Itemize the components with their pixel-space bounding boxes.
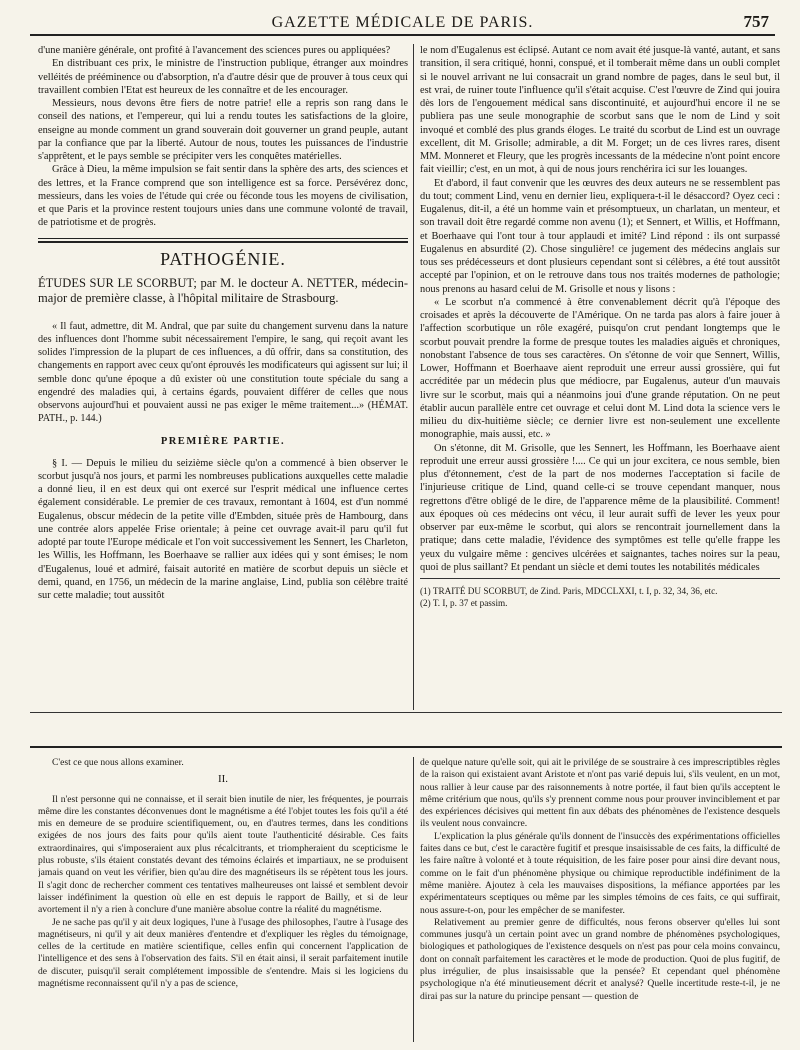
left-column-bottom: [38, 757, 408, 1042]
paragraph: de quelque nature qu'elle soit, qui ait le privilége de se soustraire à ces imprescriptibles règles de la raison qui existaient avant Aristote et n'ont pas varié depuis lui, s'ils veulent, en un mot, nous rallier à leur cause par des raisonnements à notre portée, il faut bien qu'ils acceptent le même critérium que nous, qu'ils s'y prennent comme nous pour prouver invinciblement et par des expériences décisives qui mettent fin aux débats des phénomènes de l'existence desquels ils veulent nous convaincre.: [420, 757, 780, 830]
part-title: PREMIÈRE PARTIE.: [160, 436, 286, 448]
paragraph: § I. — Depuis le milieu du seizième siècle qu'on a commencé à bien observer le scorbut jusqu'à nos jours, et parmi les nombreuses publications auxquelles cette maladie a donné lieu, il en est deux qui ont exercé sur l'esprit médical une influence certes également considérable. Le premier de ces travaux, remontant à 1604, est d'un nommé Eugalenus, obscur médecin de la petite ville d'Embden, située près de Hambourg, dans une contrée alors appelée Frise orientale; à peine cet ouvrage avait-il paru qu'il fut adopté par toute l'Europe médicale et l'on voit successivement les Sennert, les Charleton, les Willis, les Hoffmann, les Boerhaave se rallier aux idées qui y sont émises; le nom d'Eugalenus, loué et admiré, faisait autorité en matière de scorbut depuis un siècle et demi, quand, en 1756, un médecin de la marine anglaise, Lind, publia son célèbre traité sur cette maladie; tout aussitôt: [38, 457, 408, 602]
paragraph: Et d'abord, il faut convenir que les œuvres des deux auteurs ne se ressemblent pas du tout; comment Lind, venu en dernier lieu, expliquera-t-il le désaccord? Oyez ceci : Eugalenus, dit-il, a été un homme vain et présomptueux, un charlatan, un menteur, et son travail doit être regardé comme non avenu (1); et Sennert, et Willis, et Hoffmann, et Boerhaave qui l'ont tour à tour applaudi et imité? Lind répond : ils ont surpassé Eugalenus en absurdité (2). Chose singulière! ce jugement des médecins anglais sur tous ses prédécesseurs et dont plusieurs cependant sont si célèbres, a été tout aussitôt accepté par l'opinion, et on le retrouve dans tous nos traités modernes de pathologie; nous prenons au hasard celui de M. Grisolle et nous y lisons :: [420, 177, 780, 295]
paragraph: « Le scorbut n'a commencé à être convenablement décrit qu'à l'époque des croisades et après la découverte de l'Amérique. On ne tarda pas alors à faire jouer à l'affection scorbutique un rôle exagéré, puisqu'on crut pendant longtemps que le scorbut pouvait prendre la forme de presque toutes les maladies aiguës et chroniques, nonobstant l'absence de tous ses caractères. On s'étonne de voir que Sennert, Willis, Lower, Hoffmann et Boerhaave aient reproduit une erreur aussi grossière, qui fut accréditée par un médecin plus que médiocre, par Eugalenus, auteur d'un mauvais livre sur le scorbut, mais qui a néanmoins joui d'une grande réputation. On ne peut établir aucun parallèle entre cet ouvrage et celui dont M. Lind dota la science vers le milieu du dix-huitième siècle; ce dernier livre est non-seulement une excellente monographie, mais aussi, etc. »: [420, 296, 780, 441]
paragraph: C'est ce que nous allons examiner.: [52, 757, 184, 768]
paragraph: On s'étonne, dit M. Grisolle, que les Sennert, les Hoffmann, les Boerhaave aient reproduit une erreur aussi grossière !.... Ce qui un jour excitera, ce nous semble, bien plus d'étonnement, c'est de la part de nos modernes l'acceptation si facile de l'injurieuse critique de Lind, quand celle-ci se trouve cependant manquer, nous regrettons d'être obligé de le dire, de l'apparence même de la plausibilité. Comment! aux époques où ces médecins ont vécu, il leur aurait suffi de lever les yeux pour observer par eux-même le scorbut, qui alors se rencontrait journellement dans la pratique; dans cette maladie, l'évidence des symptômes est telle qu'elle frappe les yeux du vulgaire même : gencives ulcérées et saignantes, taches noires sur la peau, quoi de plus saillant? Et pendant un siècle et demi toutes les notabilités médicales: [420, 442, 780, 573]
page-number: 757: [743, 12, 769, 31]
footnote: (1) TRAITÉ DU SCORBUT, de Zind. Paris, MDCCLXXI, t. I, p. 32, 34, 36, etc.: [420, 586, 718, 596]
paragraph: L'explication la plus générale qu'ils donnent de l'insuccès des expérimentations officielles faites dans ce but, c'est le caractère fugitif et presque insaisissable de ces faits, la difficulté de les faire naître à volonté et à toute réquisition, de les faire poser pour ainsi dire devant nous, comme on le fait d'un phénomène physique ou chimique reproductible indéfiniment de la même manière. Ajoutez à cela les mauvaises dispositions, la méfiance apportées par les expérimentateurs sceptiques ou même par les simples témoins de ces faits, ce qui suffirait, nous assure-t-on, pour les empêcher de se manifester.: [420, 830, 780, 916]
column-divider: [413, 757, 414, 1042]
page-header: [30, 8, 775, 36]
paragraph: En distribuant ces prix, le ministre de l'instruction publique, étranger aux moindres velléités de prééminence ou d'absorption, n'a d'autre désir que de prouver à tous ceux qui travaillent combien l'Etat est heureux de les connaître et de les encourager.: [38, 58, 408, 96]
paragraph: Relativement au premier genre de difficultés, nous ferons observer qu'elles lui sont communes jusqu'à un certain point avec un grand nombre de phénomènes psychologiques, biologiques et pathologiques de l'existence desquels on n'est pas pour cela moins convaincu, dont on connaît parfaitement les caractères et le mode de production. Quoi de plus fugitif, de plus irrégulier, de plus insaisissable que la pensée? Et cependant quel phénomène psychologique n'a été minutieusement décrit et analysé? Quelle incertitude reste-t-il, je ne dirai pas sur la nature du principe pensant — question de: [420, 916, 780, 1002]
paragraph: le nom d'Eugalenus est éclipsé. Autant ce nom avait été jusque-là vanté, autant, et sans transition, il sera critiqué, honni, conspué, et il tomberait même dans un oubli complet si le nouvel arrivant ne lui consacrait un grand nombre de pages, dans le seul but, il est vrai, de ruiner toute l'influence qu'il s'était acquise. C'est l'œuvre de Zind qui jouira dès lors de l'engouement médical sans discontinuité, et aujourd'hui encore il ne se publiera pas une seule monographie de scorbut sans que le nom de Lind y soit invoqué et comblé des plus grands éloges. Le traité du scorbut de Lind est un ouvrage excellent, dit M. Grisolle; admirable, a dit M. Forget; un de ces livres rares, disent MM. Monneret et Fleury, que les progrès incessants de la médecine n'ont point encore fait vieillir; c'est, en un mot, à qui de nous jours renchérira ici sur les louanges.: [420, 45, 780, 176]
epigraph-quote: « Il faut, admettre, dit M. Andral, que par suite du changement survenu dans la nature des influences dont l'homme subit nécessairement l'empire, le sang, qui reçoit avant les solides l'impression de la plupart de ces influences, a dû offrir, dans sa constitution, des changements en rapport avec ceux qu'ont éprouvés les modificateurs qui agissent sur lui; il semble donc qu'une époque a dû exister où une constitution toute spéciale du sang a engendré des maladies qui, à certains égards, pouvaient différer de celles que nous observons aujourd'hui et pouvaient aussi ne pas exiger le même traitement...» (HÉMAT. PATH., p. 144.): [38, 320, 408, 425]
horizontal-rule-heavy: [30, 746, 782, 748]
paragraph: Je ne sache pas qu'il y ait deux logiques, l'une à l'usage des philosophes, l'autre à l'usage des magnétiseurs, ni qu'il y ait deux manières d'entendre et d'expliquer les règles du témoignage, celles de la certitude en matière scientifique, celles enfin qui concernent l'application de l'intelligence et des sens à l'observation des faits. S'il en était ainsi, il serait parfaitement inutile de discuter, puisqu'il serait complétement impossible de s'entendre. Mais si les logiciens du magnétisme reconnaissent qu'il n'y a pas de science,: [38, 916, 408, 990]
paragraph: Il n'est personne qui ne connaisse, et il serait bien inutile de nier, les fréquentes, je pourrais même dire les constantes déconvenues dont le magnétisme a été l'objet toutes les fois qu'il a été mis en demeure de se produire scientifiquement, ou, en d'autres termes, dans les conditions exigées de nos jours des faits pour qu'ils aient toute l'authenticité désirable. Ces faits extraordinaires, qui s'imposeraient aux plus récalcitrants, et triompheraient du scepticisme le plus robuste, s'ils étaient constatés devant des témoins éclairés et impartiaux, ne se produisent jamais quand on veut les vérifier, bien qu'au dire des magnétiseurs ils se répètent tous les jours. Il s'agit donc de rechercher comment ces tentatives malheureuses ont laissé et semblent devoir laisser indéfiniment la question où elle en est depuis le rapport de Bailly, et si de leur avortement il n'y a rien à conclure d'une manière absolue contre la réalité du magnétisme.: [38, 793, 408, 916]
journal-title: GAZETTE MÉDICALE DE PARIS.: [271, 14, 534, 31]
right-column-top: [420, 44, 780, 710]
footnotes: [420, 578, 780, 609]
footnote: (2) T. I, p. 37 et passim.: [420, 598, 508, 608]
column-divider: [413, 44, 414, 710]
horizontal-rule: [30, 712, 782, 713]
footnote-separator: [420, 578, 780, 579]
section-title: PATHOGÉNIE.: [160, 248, 286, 269]
paragraph: d'une manière générale, ont profité à l'avancement des sciences pures ou appliquées?: [38, 45, 391, 56]
right-column-bottom: [420, 757, 780, 1042]
section-separator: [38, 238, 408, 243]
article-heading: ÉTUDES SUR LE SCORBUT; par M. le docteur A. NETTER, médecin-major de première classe, à l'hôpital militaire de Strasbourg.: [38, 275, 408, 305]
paragraph: Grâce à Dieu, la même impulsion se fait sentir dans la sphère des arts, des sciences et des lettres, et la France comprend que son intelligence est sa force. Persévérez donc, messieurs, dans les voies de l'étude qui crée ou féconde tous les moyens de civilisation, et que Paris et la province restent toujours unies dans une commune volonté de travail, de patriotisme et de progrès.: [38, 164, 408, 229]
left-column-top: [38, 44, 408, 710]
paragraph: Messieurs, nous devons être fiers de notre patrie! elle a repris son rang dans le conseil des nations, et l'empereur, qui lui a rendu toutes les satisfactions de la gloire, enseigne au monde comment un grand souverain doit gouverner un grand peuple, autant par la confiance que par la liberté. Autour de nous, toutes les puissances de l'industrie s'apprêtent, et le pays semble se précipiter vers les conquêtes matérielles.: [38, 98, 408, 162]
chapter-number: II.: [217, 773, 229, 786]
